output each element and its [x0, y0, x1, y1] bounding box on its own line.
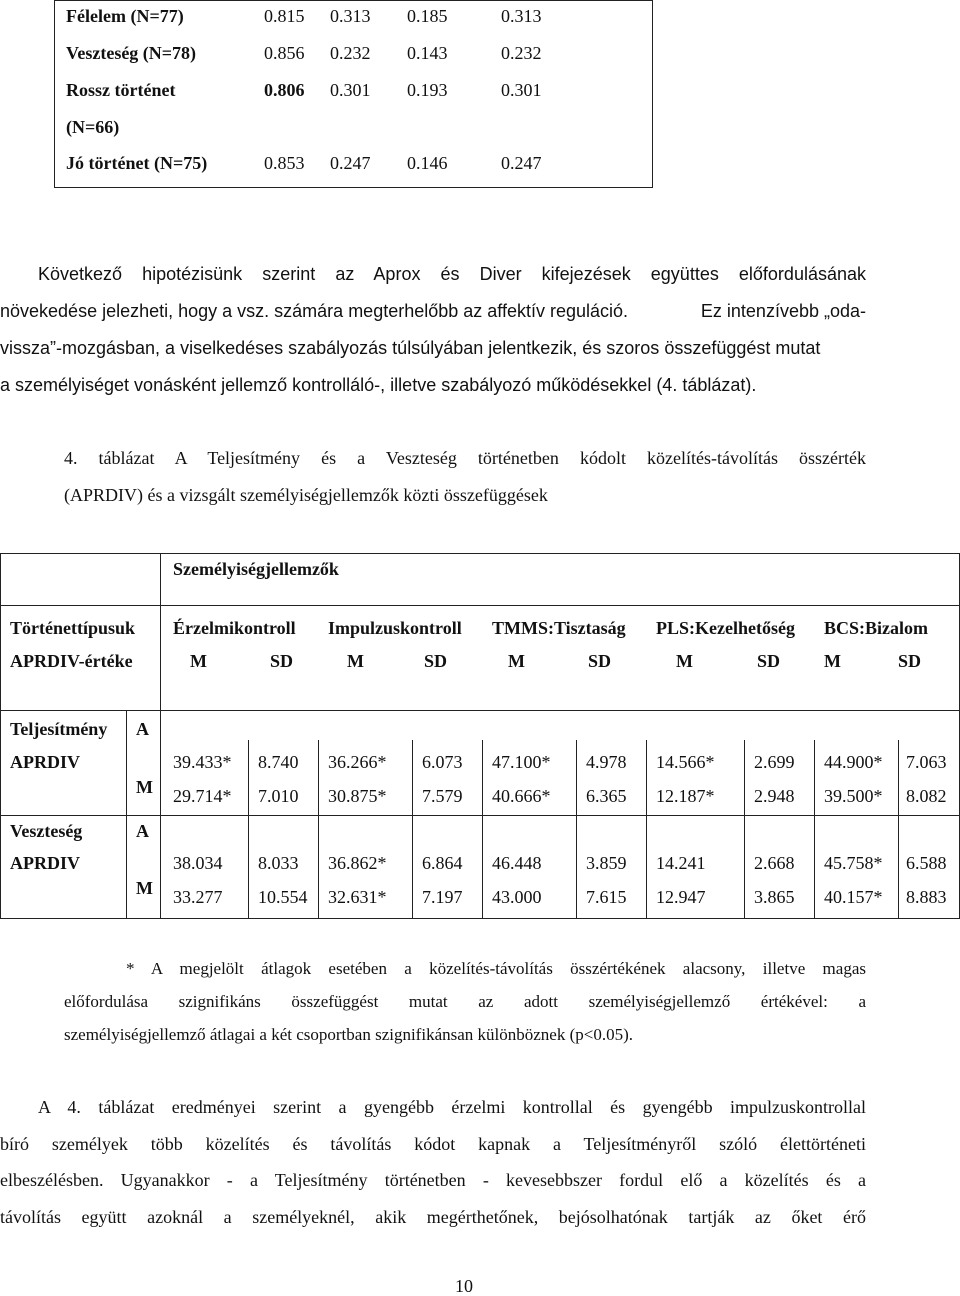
value-cell: 39.433* [173, 752, 232, 772]
value-cell: 7.579 [422, 786, 463, 806]
top-row-label: Rossz történet [66, 80, 176, 100]
table-rule [646, 740, 647, 919]
value-cell: 7.010 [258, 786, 299, 806]
value-cell: 2.948 [754, 786, 795, 806]
value-cell: 2.699 [754, 752, 795, 772]
table-rule [744, 740, 745, 919]
top-cell: 0.185 [407, 6, 448, 26]
table-rule [482, 740, 483, 919]
row-group-label: Veszteség [10, 821, 83, 841]
top-row-label: Veszteség (N=78) [66, 43, 197, 63]
top-cell: 0.247 [330, 153, 371, 173]
value-cell: 45.758* [824, 853, 883, 873]
column-header: Történettípusuk [10, 618, 136, 638]
table-rule [248, 740, 249, 919]
table-rule [0, 553, 1, 919]
table-rule [576, 740, 577, 919]
value-cell: 7.197 [422, 887, 463, 907]
column-header: APRDIV-értéke [10, 651, 133, 671]
column-header: Érzelmikontroll [173, 618, 296, 638]
paragraph-line: a személyiséget vonásként jellemző kontrolláló-, illetve szabályozó működésekkel (4. táblázat). [0, 375, 757, 395]
top-cell: 0.232 [501, 43, 542, 63]
table-rule [0, 605, 960, 606]
row-subgroup: M [136, 777, 153, 797]
value-cell: 47.100* [492, 752, 551, 772]
value-cell: 33.277 [173, 887, 223, 907]
value-cell: 3.859 [586, 853, 627, 873]
paragraph-segment: Ez intenzívebb „oda- [700, 301, 866, 321]
value-cell: 43.000 [492, 887, 542, 907]
value-cell: 6.365 [586, 786, 627, 806]
value-cell: 39.500* [824, 786, 883, 806]
paragraph-line [0, 301, 866, 321]
top-cell: 0.247 [501, 153, 542, 173]
page-number: 10 [455, 1276, 473, 1296]
table-rule [0, 918, 960, 919]
sd-header: SD [270, 651, 294, 671]
value-cell: 32.631* [328, 887, 387, 907]
paragraph-line: elbeszélésben. Ugyanakkor - a Teljesítmény történetben - kevesebbszer fordul elő a közelítés és a [0, 1170, 866, 1190]
column-header: TMMS:Tisztaság [492, 618, 626, 638]
table-rule [898, 740, 899, 919]
value-cell: 7.063 [906, 752, 947, 772]
value-cell: 8.883 [906, 887, 947, 907]
table-rule [318, 740, 319, 919]
top-cell: 0.193 [407, 80, 448, 100]
value-cell: 44.900* [824, 752, 883, 772]
sd-header: SD [898, 651, 922, 671]
row-group-label: APRDIV [10, 853, 80, 873]
row-group-label: APRDIV [10, 752, 80, 772]
paragraph-line: Következő hipotézisünk szerint az Aprox és Diver kifejezések együttes előfordulásának [38, 264, 866, 284]
row-subgroup: A [136, 719, 149, 739]
paragraph-line: távolítás együtt azoknál a személyeknél, akik megérthetőnek, bejósolhatónak tartják az őket érő [0, 1207, 866, 1227]
sd-header: SD [424, 651, 448, 671]
m-header: M [508, 651, 525, 671]
table-rule [160, 553, 161, 919]
top-cell: 0.232 [330, 43, 371, 63]
top-table-border-bottom [54, 187, 653, 188]
value-cell: 40.666* [492, 786, 551, 806]
value-cell: 6.588 [906, 853, 947, 873]
m-header: M [676, 651, 693, 671]
value-cell: 30.875* [328, 786, 387, 806]
top-cell: 0.301 [330, 80, 371, 100]
m-header: M [824, 651, 841, 671]
column-header: Impulzuskontroll [328, 618, 462, 638]
paragraph-segment: növekedése jelezheti, hogy a vsz. számára megterhelőbb az affektív reguláció. [0, 301, 629, 321]
footnote-line: előfordulása szignifikáns összefüggést mutat az adott személyiségjellemző értékével: a [64, 992, 866, 1011]
value-cell: 7.615 [586, 887, 627, 907]
value-cell: 8.740 [258, 752, 299, 772]
table-rule [814, 740, 815, 919]
row-subgroup: M [136, 878, 153, 898]
top-cell: 0.146 [407, 153, 448, 173]
table-rule [0, 710, 960, 711]
top-cell: 0.313 [501, 6, 542, 26]
value-cell: 6.073 [422, 752, 463, 772]
paragraph-line: vissza”-mozgásban, a viselkedéses szabályozás túlsúlyában jelentkezik, és szoros összefüggést mutat [0, 338, 821, 358]
top-row-label: Félelem (N=77) [66, 6, 184, 26]
top-cell: 0.815 [264, 6, 305, 26]
value-cell: 36.862* [328, 853, 387, 873]
table-rule [126, 710, 127, 919]
caption-line: (APRDIV) és a vizsgált személyiségjellemzők közti összefüggések [64, 485, 548, 505]
value-cell: 12.947 [656, 887, 706, 907]
top-cell: 0.856 [264, 43, 305, 63]
value-cell: 8.033 [258, 853, 299, 873]
top-table-border-right [652, 0, 653, 188]
column-header: BCS:Bizalom [824, 618, 929, 638]
value-cell: 12.187* [656, 786, 715, 806]
top-cell: 0.853 [264, 153, 305, 173]
top-cell: 0.301 [501, 80, 542, 100]
column-header: PLS:Kezelhetőség [656, 618, 795, 638]
value-cell: 4.978 [586, 752, 627, 772]
value-cell: 2.668 [754, 853, 795, 873]
top-table-border-left [54, 0, 55, 188]
top-cell: 0.313 [330, 6, 371, 26]
m-header: M [347, 651, 364, 671]
sd-header: SD [757, 651, 781, 671]
value-cell: 40.157* [824, 887, 883, 907]
table-rule [0, 553, 960, 554]
value-cell: 14.241 [656, 853, 706, 873]
value-cell: 36.266* [328, 752, 387, 772]
sd-header: SD [588, 651, 612, 671]
m-header: M [190, 651, 207, 671]
top-row-label-cont: (N=66) [66, 117, 120, 137]
paragraph-line: bíró személyek több közelítés és távolítás kódot kapnak a Teljesítményről szóló élettörténeti [0, 1134, 866, 1154]
value-cell: 29.714* [173, 786, 232, 806]
top-table-border-top [54, 0, 653, 1]
caption-line: 4. táblázat A Teljesítmény és a Veszteség történetben kódolt közelítés-távolítás összérték [64, 448, 866, 468]
value-cell: 8.082 [906, 786, 947, 806]
value-cell: 10.554 [258, 887, 308, 907]
top-row-label: Jó történet (N=75) [66, 153, 208, 173]
value-cell: 46.448 [492, 853, 542, 873]
value-cell: 38.034 [173, 853, 223, 873]
table-rule [0, 815, 960, 816]
group-header: Személyiségjellemzők [173, 559, 339, 579]
row-group-label: Teljesítmény [10, 719, 108, 739]
row-subgroup: A [136, 821, 149, 841]
value-cell: 6.864 [422, 853, 463, 873]
value-cell: 3.865 [754, 887, 795, 907]
footnote-line: személyiségjellemző átlagai a két csoportban szignifikánsan különböznek (p<0.05). [64, 1025, 633, 1044]
paragraph-line: A 4. táblázat eredményei szerint a gyengébb érzelmi kontrollal és gyengébb impulzuskontrollal [38, 1097, 866, 1117]
footnote-line: * A megjelölt átlagok esetében a közelítés-távolítás összértékének alacsony, illetve magas [126, 959, 866, 978]
top-cell: 0.143 [407, 43, 448, 63]
value-cell: 14.566* [656, 752, 715, 772]
table-rule [412, 740, 413, 919]
top-cell: 0.806 [264, 80, 305, 100]
